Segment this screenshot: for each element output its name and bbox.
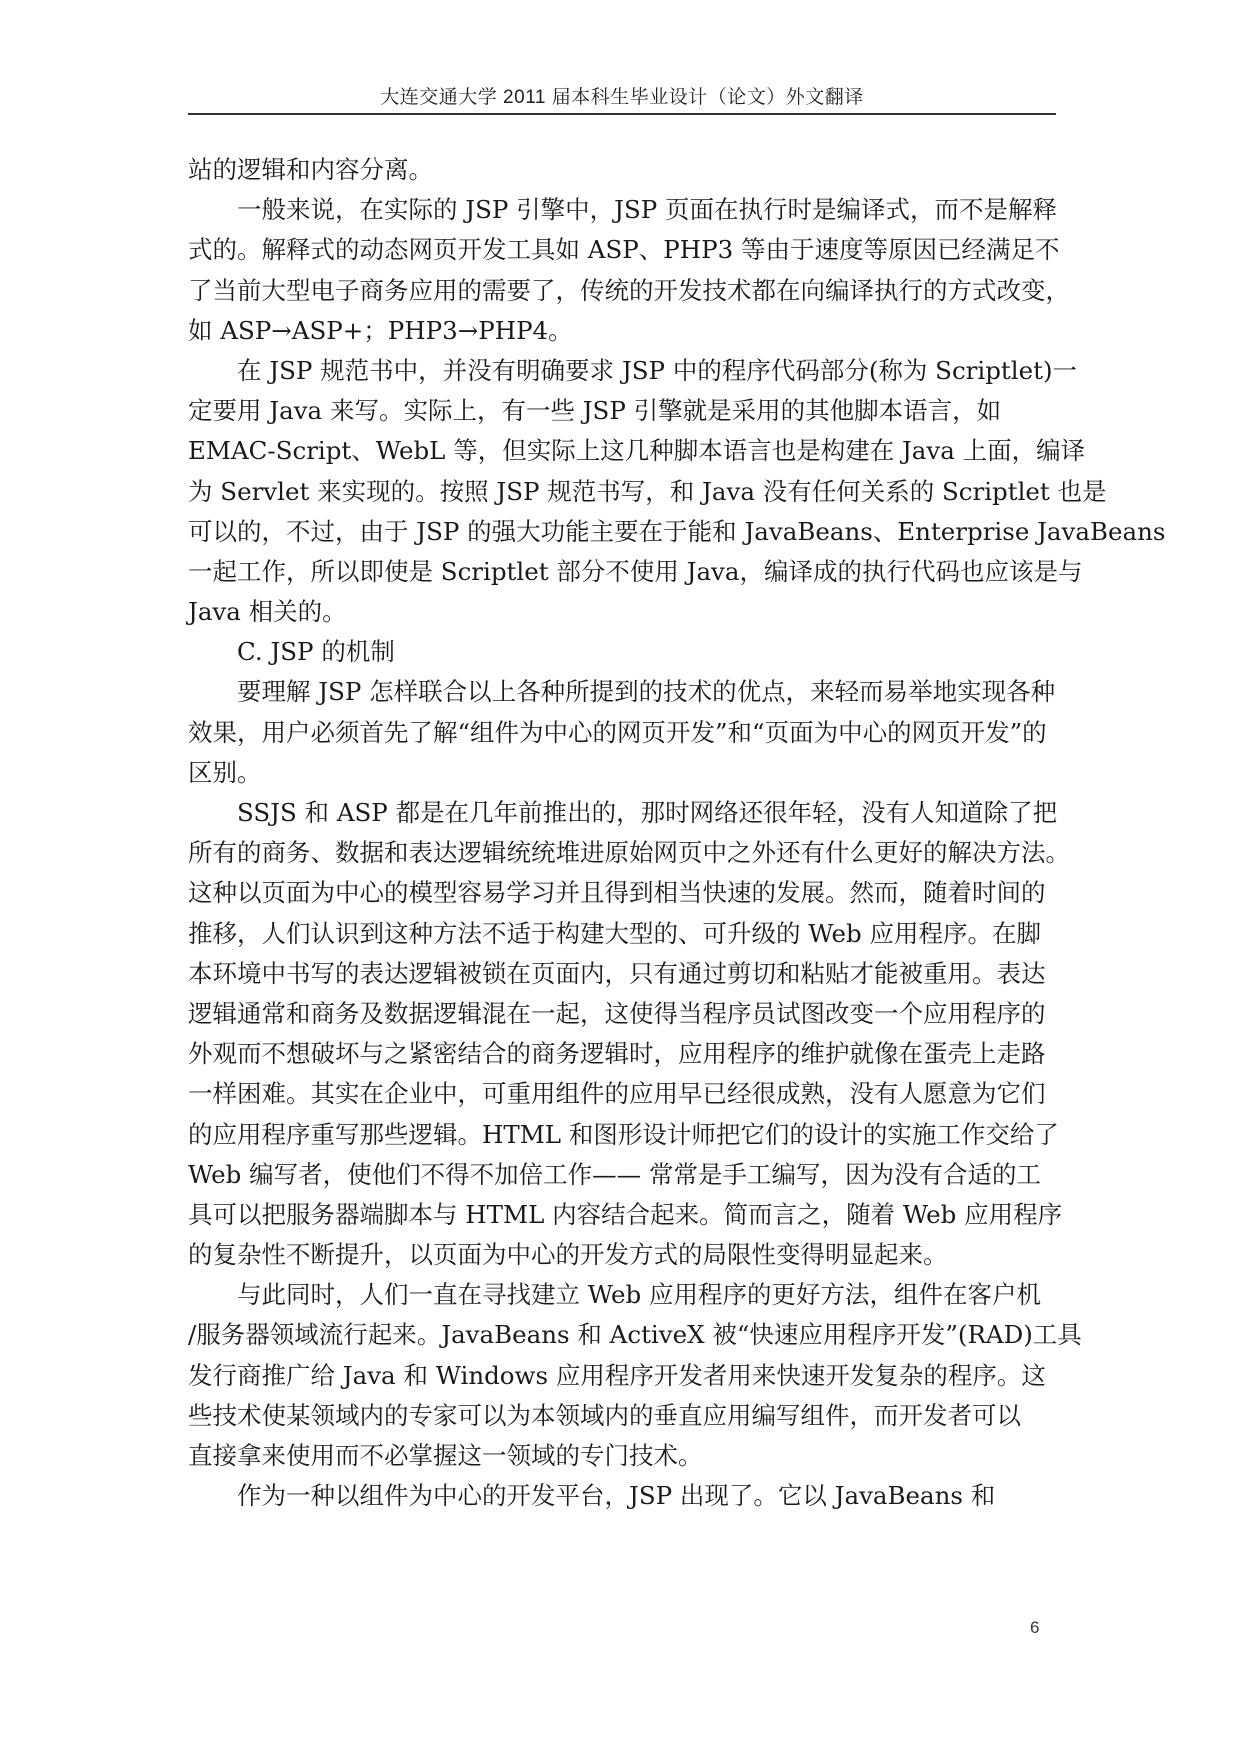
text-line: Web 编写者，使他们不得不加倍工作—— 常常是手工编写，因为没有合适的工 xyxy=(188,1159,1041,1189)
text-line: SSJS 和 ASP 都是在几年前推出的，那时网络还很年轻，没有人知道除了把 xyxy=(237,798,1058,827)
text-line: 一起工作，所以即使是 Scriptlet 部分不使用 Java，编译成的执行代码也应该是与 xyxy=(188,556,1083,586)
text-line: 一般来说，在实际的 JSP 引擎中，JSP 页面在执行时是编译式，而不是解释 xyxy=(237,195,1058,225)
text-line: 与此同时，人们一直在寻找建立 Web 应用程序的更好方法，组件在客户机 xyxy=(237,1280,1041,1310)
text-line: Java 相关的。 xyxy=(188,597,347,627)
text-line: 所有的商务、数据和表达逻辑统统堆进原始网页中之外还有什么更好的解决方法。 xyxy=(188,838,1070,868)
text-line: 本环境中书写的表达逻辑被锁在页面内，只有通过剪切和粘贴才能被重用。表达 xyxy=(188,958,1046,988)
page-header: 大连交通大学 2011 届本科生毕业设计（论文）外文翻译 xyxy=(380,87,864,108)
text-line: 具可以把服务器端脚本与 HTML 内容结合起来。简而言之，随着 Web 应用程序 xyxy=(188,1199,1063,1229)
text-line: 外观而不想破坏与之紧密结合的商务逻辑时，应用程序的维护就像在蛋壳上走路 xyxy=(188,1039,1046,1069)
text-line: 在 JSP 规范书中，并没有明确要求 JSP 中的程序代码部分(称为 Scriptlet)一 xyxy=(237,355,1077,385)
text-line: 区别。 xyxy=(188,757,262,787)
text-line: 推移，人们认识到这种方法不适于构建大型的、可升级的 Web 应用程序。在脚 xyxy=(188,918,1041,948)
text-line: 式的。解释式的动态网页开发工具如 ASP、PHP3 等由于速度等原因已经满足不 xyxy=(188,235,1060,265)
text-line: 的应用程序重写那些逻辑。HTML 和图形设计师把它们的设计的实施工作交给了 xyxy=(188,1119,1059,1149)
header-rule xyxy=(188,113,1056,115)
section-heading: C. JSP 的机制 xyxy=(237,637,395,667)
text-line: 定要用 Java 来写。实际上，有一些 JSP 引擎就是采用的其他脚本语言，如 xyxy=(188,396,1002,426)
text-line: 逻辑通常和商务及数据逻辑混在一起，这使得当程序员试图改变一个应用程序的 xyxy=(188,998,1046,1028)
text-line: 了当前大型电子商务应用的需要了，传统的开发技术都在向编译执行的方式改变， xyxy=(188,275,1070,305)
text-line: 一样困难。其实在企业中，可重用组件的应用早已经很成熟，没有人愿意为它们 xyxy=(188,1079,1046,1109)
page-number: 6 xyxy=(1030,1618,1040,1637)
text-line: 如 ASP→ASP+；PHP3→PHP4。 xyxy=(188,315,573,345)
text-line: 站的逻辑和内容分离。 xyxy=(188,155,433,184)
text-line: 的复杂性不断提升，以页面为中心的开发方式的局限性变得明显起来。 xyxy=(188,1240,948,1270)
text-line: 些技术使某领域内的专家可以为本领域内的垂直应用编写组件，而开发者可以 xyxy=(188,1400,1021,1430)
body-text xyxy=(188,150,1166,1516)
text-line: 作为一种以组件为中心的开发平台，JSP 出现了。它以 JavaBeans 和 xyxy=(237,1481,996,1511)
text-line: 要理解 JSP 怎样联合以上各种所提到的技术的优点，来轻而易举地实现各种 xyxy=(237,677,1056,707)
text-line: 可以的，不过，由于 JSP 的强大功能主要在于能和 JavaBeans、Enterprise JavaBeans xyxy=(188,516,1166,546)
text-line: /服务器领域流行起来。JavaBeans 和 ActiveX 被“快速应用程序开发”(RAD)工具 xyxy=(188,1320,1082,1350)
text-line: 这种以页面为中心的模型容易学习并且得到相当快速的发展。然而，随着时间的 xyxy=(188,878,1046,908)
text-line: 效果，用户必须首先了解“组件为中心的网页开发”和“页面为中心的网页开发”的 xyxy=(188,717,1047,747)
text-line: 为 Servlet 来实现的。按照 JSP 规范书写，和 Java 没有任何关系的 Scriptlet 也是 xyxy=(188,476,1107,506)
text-line: 发行商推广给 Java 和 Windows 应用程序开发者用来快速开发复杂的程序。这 xyxy=(188,1360,1046,1390)
text-line: 直接拿来使用而不必掌握这一领域的专门技术。 xyxy=(188,1441,703,1470)
text-line: EMAC-Script、WebL 等，但实际上这几种脚本语言也是构建在 Java 上面，编译 xyxy=(188,436,1086,466)
